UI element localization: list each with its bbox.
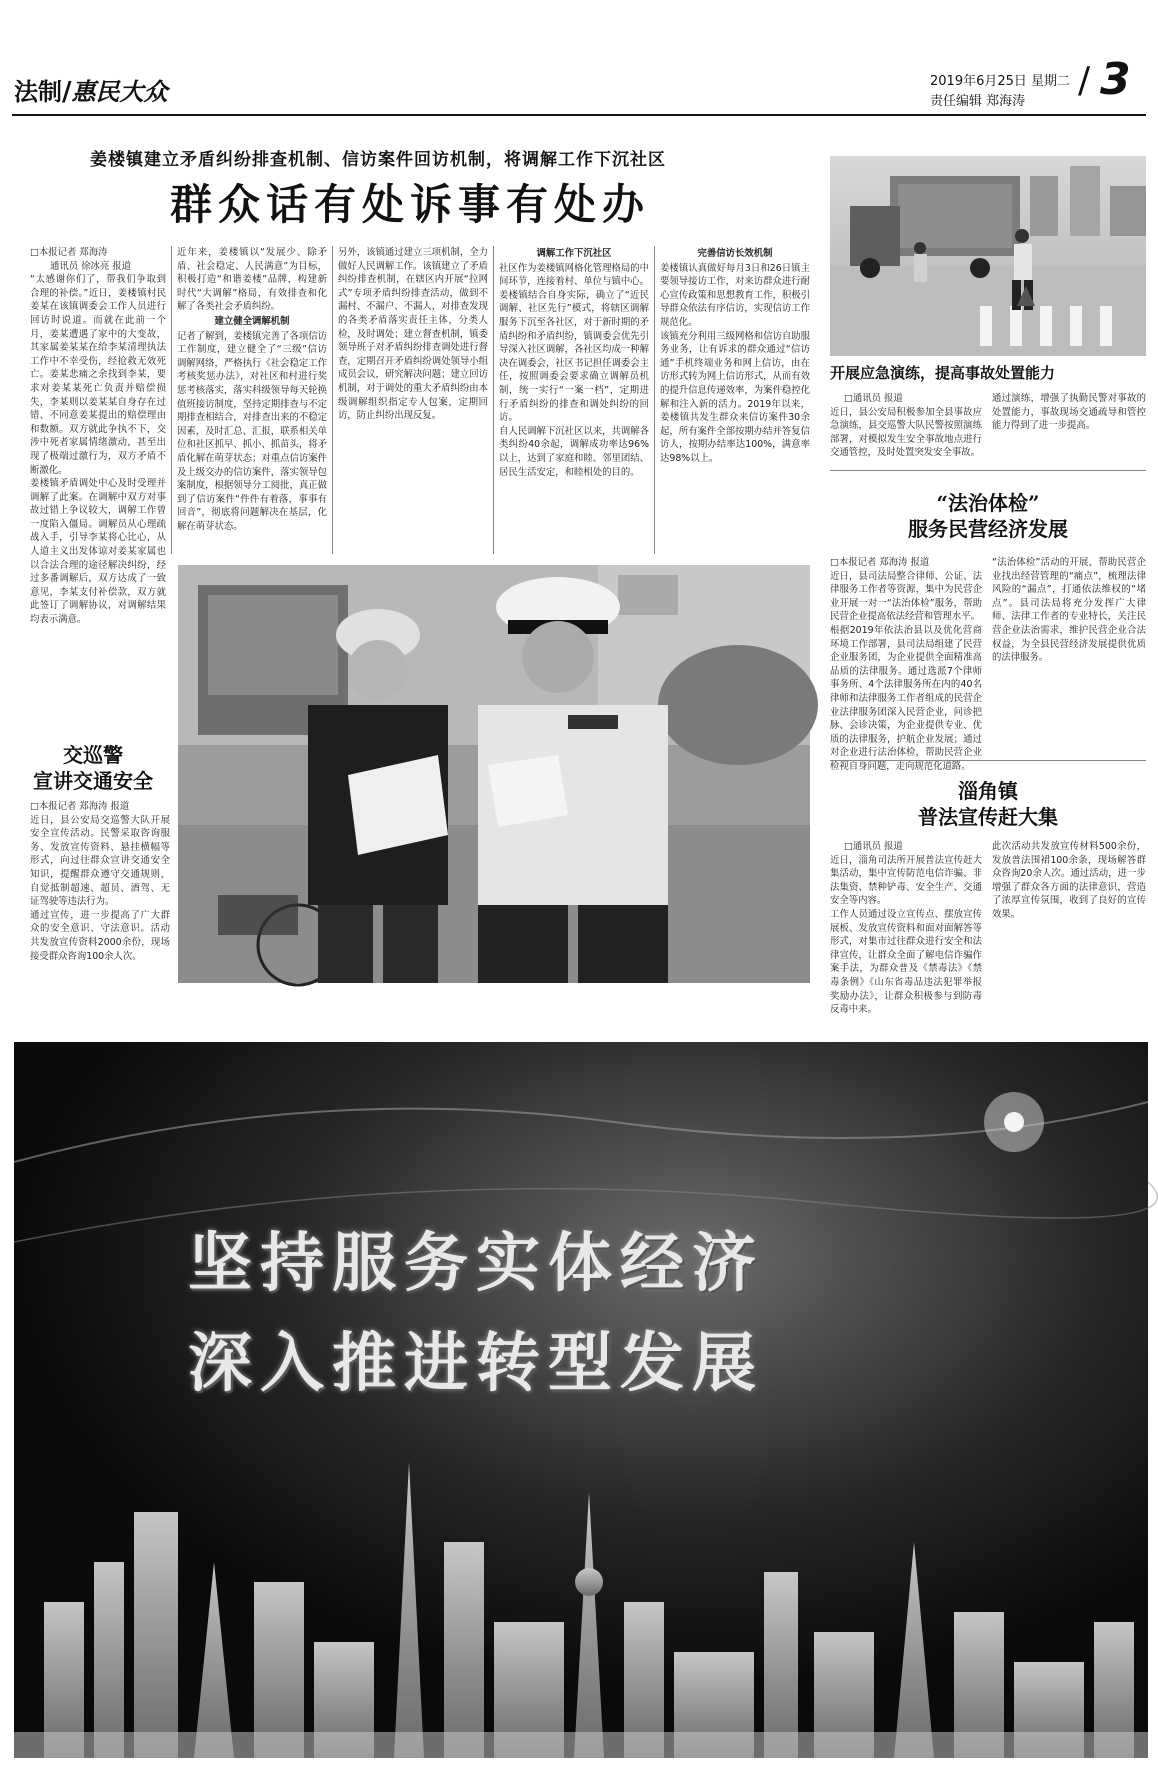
checkup-column-2	[992, 556, 1146, 752]
traffic-police-photo	[178, 565, 810, 983]
lead-kicker: 姜楼镇建立矛盾纠纷排查机制、信访案件回访机制，将调解工作下沉社区	[90, 150, 666, 170]
lead-paragraph-3: 近年来，姜楼镇以“发展少、除矛盾、社会稳定、人民满意”为目标，积极打造“和谐姜楼”品牌，构建新时代“大调解”格局，有效排查和化解了各类社会矛盾纠纷。	[177, 247, 327, 313]
lead-subhead-1: 建立健全调解机制	[214, 315, 290, 327]
lead-paragraph-8: 姜楼镇认真做好每月3日和26日镇主要领导接访工作，对来访群众进行耐心宣传政策和思想教育工作，积极引导群众依法有序信访，实现信访工作规范化。	[660, 262, 811, 328]
banner-slogan-line-2: 深入推进转型发展	[188, 1326, 764, 1401]
checkup-paragraph-3: “法治体检”活动的开展，帮助民营企业找出经营管理的“痛点”，梳理法律风险的“漏点”，打通依法维权的“堵点”。县司法局将充分发挥广大律师、法律工作者的专业特长，关注民营企业法治需求，维护民营企业合法权益，为全县民营经济发展提供优质的法律服务。	[992, 557, 1146, 664]
zichuan-paragraph-1: 近日，淄角司法所开展普法宣传赶大集活动，集中宣传防范电信诈骗、非法集资、禁种铲毒、安全生产、交通安全等内容。	[830, 854, 982, 907]
zichuan-column-2	[992, 840, 1146, 990]
page-number: 3	[1100, 54, 1131, 105]
lead-subhead-3: 完善信访长效机制	[697, 248, 773, 259]
traffic-paragraph-2: 通过宣传，进一步提高了广大群众的安全意识、守法意识。活动共发放宣传资料2000余份，现场接受群众咨询100余人次。	[30, 909, 170, 962]
traffic-title-line-2: 宣讲交通安全	[33, 769, 153, 793]
page-number-slash: /	[1078, 60, 1091, 101]
lead-column-4	[499, 246, 649, 554]
column-divider	[654, 246, 655, 554]
zichuan-paragraph-2: 工作人员通过设立宣传点、摆放宣传展板、发放宣传资料和面对面解答等形式，对集市过往群众进行安全和法律宣传，让群众全面了解电信诈骗作案手法，为群众普及《禁毒法》《禁毒条例》《山东省毒品违法犯罪举报奖励办法》，让群众积极参与到防毒反毒中来。	[830, 908, 982, 1016]
column-divider	[171, 246, 172, 554]
lead-paragraph-4: 记者了解到，姜楼镇完善了各项信访工作制度，建立健全了“三级”信访调解网络，严格执行《社会稳定工作考核奖惩办法》，对社区和村进行奖惩考核落实，落实科级领导每天轮换值班接访制度，坚持定期排查与不定期排查相结合，对排查出来的不稳定因素，及时汇总、汇报，联系相关单位和社区抓早、抓小、抓苗头，将矛盾化解在萌芽状态；对重点信访案件及上级交办的信访案件，落实领导包案制度，根据领导分工阅批，真正做到了信访案件“件件有着落，事事有回音”，彻底将问题解决在基层，化解在萌芽状态。	[177, 330, 328, 532]
lead-column-2	[177, 246, 327, 554]
drill-column-1	[830, 392, 982, 464]
zichuan-title	[830, 778, 1146, 830]
lead-paragraph-7: 自人民调解下沉社区以来，共调解各类纠纷40余起，调解成功率达96%以上，达到了家庭和睦、邻里团结、居民生活安定，和睦相处的目的。	[499, 425, 650, 478]
drill-byline: □通讯员 报道	[844, 393, 903, 404]
checkup-paragraph-2: 根据2019年依法治县以及优化营商环境工作部署，县司法局组建了民营企业服务团，为企业提供全面精准高品质的法律服务。通过选派7个律师事务所、4个法律服务所在内的40名律师和法律服务工作者组成的民营企业法律服务团深入民营企业，问诊把脉、会诊决策，为企业提供专业、优质的法律服务，护航企业发展；通过对企业进行法治体检，帮助民营企业检视自身问题，走向规范化道路。	[830, 624, 982, 772]
masthead-section	[14, 72, 168, 107]
masthead-rule	[12, 114, 1146, 116]
checkup-paragraph-1: 近日，县司法局整合律师、公证、法律服务工作者等资源，集中为民营企业开展一对一“法治体检”服务，帮助民营企业提高依法经营和管理水平。	[830, 570, 982, 623]
lead-paragraph-2: 姜楼镇矛盾调处中心及时受理并调解了此案。在调解中双方对事故过错上争议较大，调解工作曾一度陷入僵局。调解员从心理疏战入手，引导李某将心比心，从人道主义出发体谅对姜某家属也以合法合理的途径解决纠纷，经过多番调解后，双方达成了一致意见，李某支付补偿款，双方就此签订了调解协议，对调解结果均表示满意。	[30, 478, 166, 626]
section-divider	[830, 760, 1146, 761]
drill-paragraph-2: 通过演练，增强了执勤民警对事故的处置能力，事故现场交通疏导和管控能力得到了进一步提高。	[992, 393, 1146, 432]
column-divider	[332, 246, 333, 554]
lead-paragraph-1: “太感谢你们了，帮我们争取到合理的补偿。”近日，姜楼镇村民姜某在该镇调委会工作人员进行回访时说道。而就在此前一个月，姜某遭遇了家中的大变故，其家属姜某某在给李某清理执法工作中不幸受伤，经抢救无效死亡。姜某悲痛之余找到李某，要求对姜某某死亡负责并赔偿损失，李某则以姜某某自身存在过错、不同意姜某提出的赔偿理由和数额。双方就此争执不下，交涉中死者家属情绪激动，甚至出现了极端过激行为，双方矛盾不断激化。	[30, 274, 166, 476]
zichuan-title-line-2: 普法宣传赶大集	[918, 805, 1058, 829]
banner-slogan-line-1: 坚持服务实体经济	[188, 1226, 764, 1301]
lead-paragraph-5: 另外，该镇通过建立三项机制，全力做好人民调解工作。该镇建立了矛盾纠纷排查机制，在辖区内开展“拉网式”专项矛盾纠纷排查活动，做到不漏村、不漏户、不漏人，对排查发现的各类矛盾落实责任主体，分类人检，及时调处；建立督查机制，镇委领导班子对矛盾纠纷排查调处进行督查，定期召开矛盾纠纷调处领导小组成员会议，研究解决问题；建立回访机制，对于调处的重大矛盾纠纷由本级调解组织指定专人包案，定期回访，防止纠纷出现反复。	[338, 247, 489, 422]
zichuan-title-line-1: 淄角镇	[958, 779, 1018, 803]
lead-byline-2: 通讯员 徐冰亮 报道	[50, 260, 131, 272]
traffic-drill-photo	[830, 156, 1146, 356]
column-divider	[493, 246, 494, 554]
checkup-title-line-1: “法治体检”	[936, 491, 1040, 515]
traffic-title-line-1: 交巡警	[63, 743, 123, 767]
zichuan-column-1	[830, 840, 982, 1016]
lead-paragraph-9: 该镇充分利用三级网格和信访自助服务业务，让有诉求的群众通过“信访通”手机终端业务和网上信访，由在访形式转为网上信访形式，从而有效的提升信息传递效率，为案件稳控化解和注入新的活力。2019年以来，姜楼镇共发生群众来信访案件30余起，所有案件全部按期办结并答复信访人，按期办结率达100%，满意率达98%以上。	[660, 330, 811, 464]
checkup-title	[830, 490, 1146, 542]
lead-column-5	[660, 246, 810, 554]
lead-paragraph-6: 社区作为姜楼镇网格化管理格局的中间环节，连接着村、单位与镇中心。姜楼镇结合自身实际，确立了“近民调解、社区先行”模式，将辖区调解服务下沉至各社区，对于新时期的矛盾纠纷和矛盾纠纷，镇调委会优先引导深入社区调解，各社区均成一种解决在调委会，社区书记担任调委会主任，按照调委会要求确立调解员机制，统一实行“一案一档”，定期进行矛盾纠纷的排查和调处纠纷的回访。	[499, 262, 650, 424]
checkup-column-1	[830, 556, 982, 772]
traffic-title	[18, 742, 168, 794]
lead-subhead-2: 调解工作下沉社区	[536, 248, 612, 259]
editor-credit: 责任编辑 郑海涛	[930, 94, 1026, 109]
lead-column-3	[338, 246, 488, 554]
top-photo-caption: 开展应急演练，提高事故处置能力	[830, 364, 1056, 382]
checkup-byline: □本报记者 郑海涛 报道	[830, 557, 930, 568]
traffic-byline: □本报记者 郑海涛 报道	[30, 801, 130, 812]
section-divider	[830, 470, 1146, 471]
drill-paragraph-1: 近日，县公安局积极参加全县事故应急演练，县交巡警大队民警按照演练部署，对模拟发生安全事故地点进行交通管控，及时处置突发安全事故。	[830, 406, 982, 459]
traffic-paragraph-1: 近日，县公安局交巡警大队开展安全宣传活动。民警采取咨询服务、发放宣传资料、悬挂横幅等形式，向过往群众宣讲交通安全知识，提醒群众遵守交通规则，自觉抵制超速、超员、酒驾、无证驾驶等违法行为。	[30, 814, 170, 908]
traffic-column	[30, 800, 170, 980]
lead-byline-1: □本报记者 郑海涛	[30, 247, 108, 258]
lead-headline: 群众话有处诉事有处办	[170, 180, 651, 229]
zichuan-byline: □通讯员 报道	[844, 841, 903, 852]
lead-column-1	[30, 246, 166, 626]
issue-date: 2019年6月25日 星期二	[930, 74, 1071, 89]
zichuan-paragraph-3: 此次活动共发放宣传材料500余份，发放普法围裙100余条，现场解答群众咨询20余人次。通过活动，进一步增强了群众各方面的法律意识，营造了浓厚宣传氛围，收到了良好的宣传效果。	[992, 841, 1146, 920]
section-name: 法制	[14, 77, 62, 106]
checkup-title-line-2: 服务民营经济发展	[908, 517, 1068, 541]
drill-column-2	[992, 392, 1146, 464]
masthead-slash: /	[62, 77, 72, 107]
column-name: 惠民大众	[71, 77, 168, 106]
